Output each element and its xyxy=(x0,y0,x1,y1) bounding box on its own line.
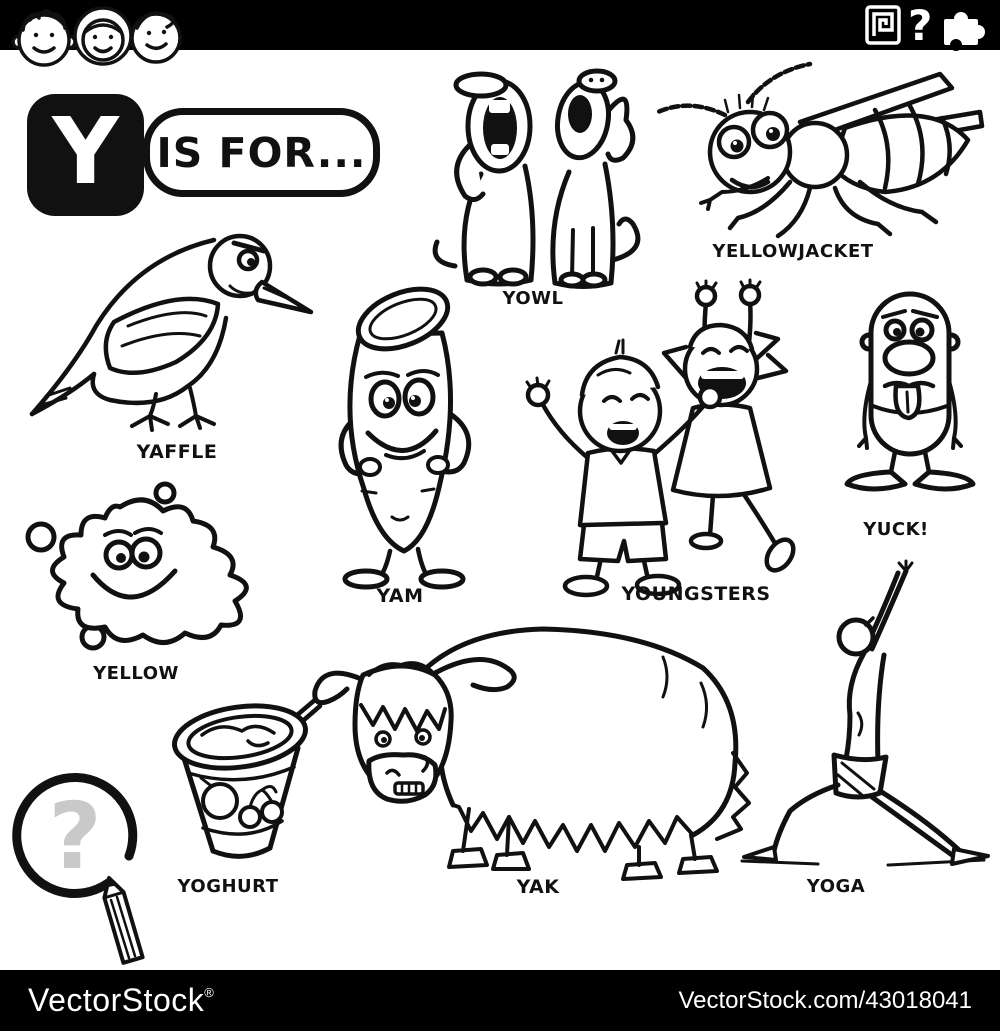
label-yellow: YELLOW xyxy=(93,663,179,684)
yuck-illustration xyxy=(833,286,985,519)
label-yuck: YUCK! xyxy=(863,519,929,540)
item-yak xyxy=(303,613,745,898)
yaffle-illustration xyxy=(18,226,313,442)
vectorstock-brand: VectorStock® xyxy=(28,982,215,1018)
item-yellow xyxy=(25,483,260,684)
label-youngsters: YOUNGSTERS xyxy=(621,583,771,605)
letter-y: Y xyxy=(52,98,119,205)
bottom-bar xyxy=(0,970,1000,1031)
question-stamp xyxy=(5,758,170,965)
gray-question-glyph: ? xyxy=(48,783,102,890)
label-yam: YAM xyxy=(376,585,424,607)
label-yoghurt: YOGHURT xyxy=(177,876,279,897)
yellow-illustration xyxy=(25,483,260,663)
label-yak: YAK xyxy=(516,876,560,898)
item-yowl xyxy=(425,68,660,309)
puzzle-icon xyxy=(942,7,992,51)
maze-icon xyxy=(865,5,901,45)
yellowjacket-illustration xyxy=(650,60,990,242)
label-yellowjacket: YELLOWJACKET xyxy=(712,241,874,262)
title-phrase: IS FOR... xyxy=(156,128,367,177)
yoghurt-illustration xyxy=(158,693,326,876)
youngsters-illustration xyxy=(528,283,794,583)
label-yaffle: YAFFLE xyxy=(136,441,218,463)
title-pill xyxy=(143,108,380,197)
item-yellowjacket xyxy=(650,60,990,262)
item-yuck xyxy=(833,286,985,540)
yak-illustration xyxy=(303,613,745,876)
item-yaffle xyxy=(18,226,313,463)
registered-mark: ® xyxy=(204,985,215,1000)
vectorstock-url: VectorStock.com/43018041 xyxy=(678,986,972,1014)
letter-tile xyxy=(27,94,144,216)
label-yoga: YOGA xyxy=(806,876,866,897)
yoga-illustration xyxy=(738,563,990,876)
item-yam xyxy=(322,283,490,607)
item-yoghurt xyxy=(158,693,326,897)
item-youngsters xyxy=(528,283,794,605)
question-icon: ? xyxy=(908,1,933,50)
item-yoga xyxy=(738,563,990,897)
kids-logo-icon xyxy=(10,4,190,70)
yam-illustration xyxy=(322,283,490,585)
yowl-illustration xyxy=(425,68,660,293)
label-yowl: YOWL xyxy=(502,288,564,309)
question-circle-pencil-icon xyxy=(5,758,170,965)
